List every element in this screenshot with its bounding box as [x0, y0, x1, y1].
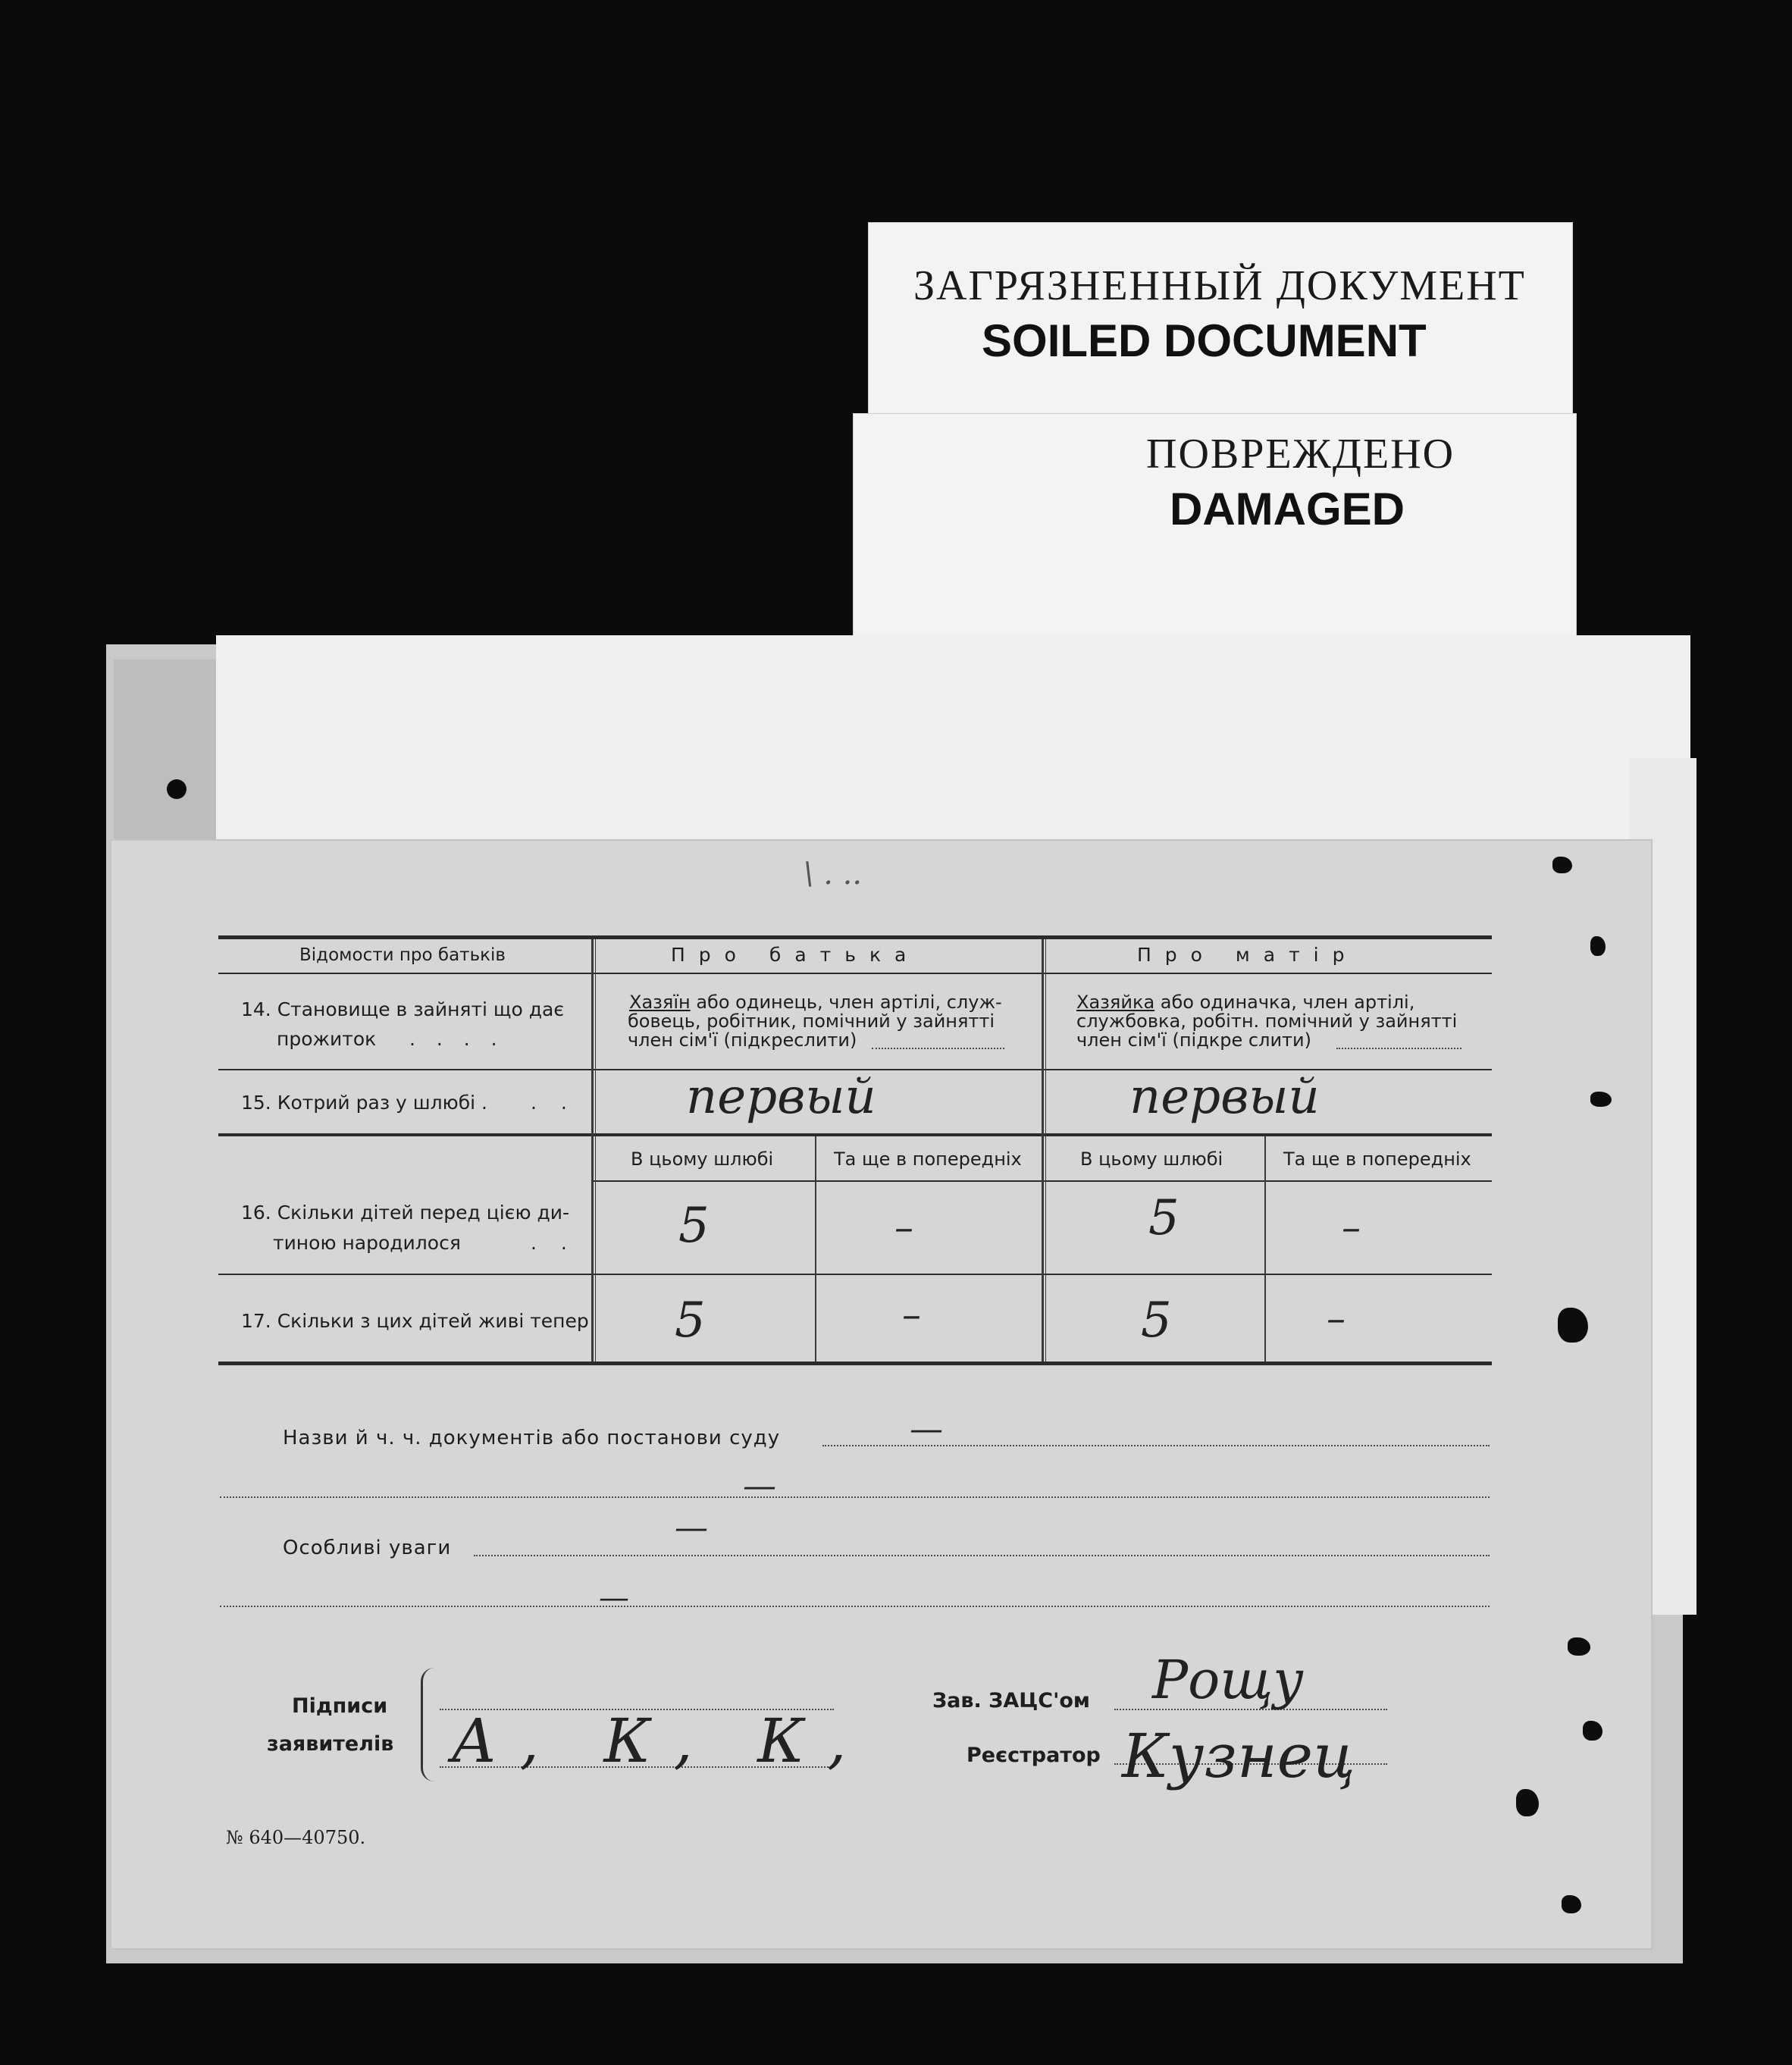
documents-dots-2	[220, 1496, 1490, 1498]
soiled-label-ru: ЗАГРЯЗНЕННЫЙ ДОКУМЕНТ	[913, 262, 1526, 309]
row14-father-line3: член сім'ї (підкреслити)	[628, 1029, 857, 1051]
header-bottom-rule	[218, 973, 1492, 974]
header-about-mother: Про матір	[1137, 944, 1358, 966]
torn-edge	[1516, 1789, 1539, 1816]
row14-label: 14. Становище в зайняті що дає	[241, 998, 565, 1020]
row14-father-line1: Хазяїн або одинець, член артілі, служ-	[629, 992, 1002, 1013]
mother-underlined-option: Хазяйка	[1076, 992, 1155, 1013]
back-sheet-edge	[114, 660, 220, 841]
row14-mother-dots	[1336, 1048, 1461, 1049]
row15-mother-value: первый	[1129, 1069, 1320, 1125]
row14-mother-line1: Хазяйка або одиначка, член артілі,	[1076, 992, 1415, 1013]
row17-value-d: –	[1327, 1296, 1346, 1340]
signatures-label-2: заявителів	[267, 1732, 394, 1756]
col-divider-sub-b	[1264, 1136, 1266, 1362]
father-underlined-option: Хазяїн	[629, 992, 691, 1013]
subheader-father-prev: Та ще в попередніх	[834, 1148, 1022, 1170]
row14-father-line2: бовець, робітник, помічний у зайнятті	[628, 1011, 995, 1032]
notes-dots	[474, 1555, 1490, 1556]
torn-edge	[1568, 1637, 1590, 1656]
col-divider-sub-a	[815, 1136, 816, 1362]
row14-mother-line3: член сім'ї (підкре слити)	[1076, 1029, 1311, 1051]
row16-value-a: 5	[678, 1198, 710, 1254]
row16-value-b: –	[894, 1205, 913, 1249]
header-parents-info: Відомости про батьків	[299, 945, 506, 965]
row16-value-c: 5	[1148, 1190, 1180, 1246]
middle-sheet	[216, 635, 1690, 855]
torn-edge	[1590, 936, 1606, 956]
torn-edge	[1552, 857, 1572, 873]
row17-label: 17. Скільки з цих дітей живі тепер	[241, 1310, 589, 1332]
documents-value: —	[910, 1410, 943, 1449]
signatures-brace	[421, 1668, 440, 1781]
head-of-registry-label: Зав. ЗАЦС'ом	[932, 1689, 1090, 1712]
documents-label: Назви й ч. ч. документів або постанови суду	[283, 1427, 781, 1449]
signatures-label: Підписи	[292, 1694, 388, 1718]
torn-edge	[1590, 1092, 1612, 1107]
row16-label-dots: . .	[531, 1232, 576, 1254]
row14-father-dots	[872, 1048, 1004, 1049]
soiled-document-label	[868, 222, 1573, 419]
subheader-father-this: В цьому шлюбі	[631, 1148, 774, 1170]
row16-label-2: тиною народилося	[273, 1232, 461, 1254]
head-signature: Рощу	[1152, 1649, 1304, 1711]
notes-dots-2	[220, 1606, 1490, 1607]
row15-bottom-rule	[218, 1133, 1492, 1136]
notes-value: —	[675, 1509, 708, 1547]
col-divider-2	[1042, 939, 1044, 1362]
registrar-label: Реєстратор	[966, 1744, 1101, 1767]
torn-edge	[1583, 1721, 1602, 1741]
table-top-rule	[218, 935, 1492, 939]
row16-label: 16. Скільки дітей перед цією ди-	[241, 1202, 570, 1224]
row16-bottom-rule	[218, 1274, 1492, 1275]
applicants-signature: А, К, К,	[451, 1706, 869, 1776]
form-number: № 640—40750.	[226, 1827, 366, 1848]
documents-value-2: —	[743, 1467, 776, 1506]
row15-father-value: первый	[686, 1069, 876, 1125]
notes-value-2: —	[599, 1581, 629, 1615]
col-divider-1	[591, 939, 594, 1362]
row15-label-dots: . .	[531, 1092, 576, 1114]
row17-value-c: 5	[1141, 1293, 1172, 1349]
punch-hole	[167, 779, 186, 799]
notes-label: Особливі уваги	[283, 1537, 452, 1559]
table-bottom-rule	[218, 1362, 1492, 1365]
header-about-father: Про батька	[671, 944, 920, 966]
row17-value-b: –	[902, 1293, 921, 1336]
damaged-document-label	[853, 413, 1577, 641]
subheader-mother-prev: Та ще в попередніх	[1283, 1148, 1471, 1170]
row14-label-dots: . . . .	[409, 1028, 505, 1050]
subheader-mother-this: В цьому шлюбі	[1080, 1148, 1223, 1170]
torn-edge	[1558, 1308, 1588, 1343]
row14-label-2: прожиток	[277, 1028, 377, 1050]
torn-edge	[1562, 1895, 1581, 1913]
col-divider-2b	[1045, 939, 1046, 1362]
row16-value-d: –	[1342, 1205, 1361, 1249]
registrar-signature: Кузнец	[1122, 1721, 1355, 1791]
row17-value-a: 5	[675, 1293, 706, 1349]
top-pencil-marks: \ . ..	[804, 857, 863, 891]
row14-mother-line2: службовка, робітн. помічний у зайнятті	[1076, 1011, 1458, 1032]
damaged-label-ru: ПОВРЕЖДЕНО	[1146, 431, 1455, 478]
col-divider-1b	[595, 939, 596, 1362]
damaged-label-en: DAMAGED	[1170, 484, 1405, 534]
row15-label: 15. Котрий раз у шлюбі .	[241, 1092, 487, 1114]
soiled-label-en: SOILED DOCUMENT	[982, 315, 1427, 366]
